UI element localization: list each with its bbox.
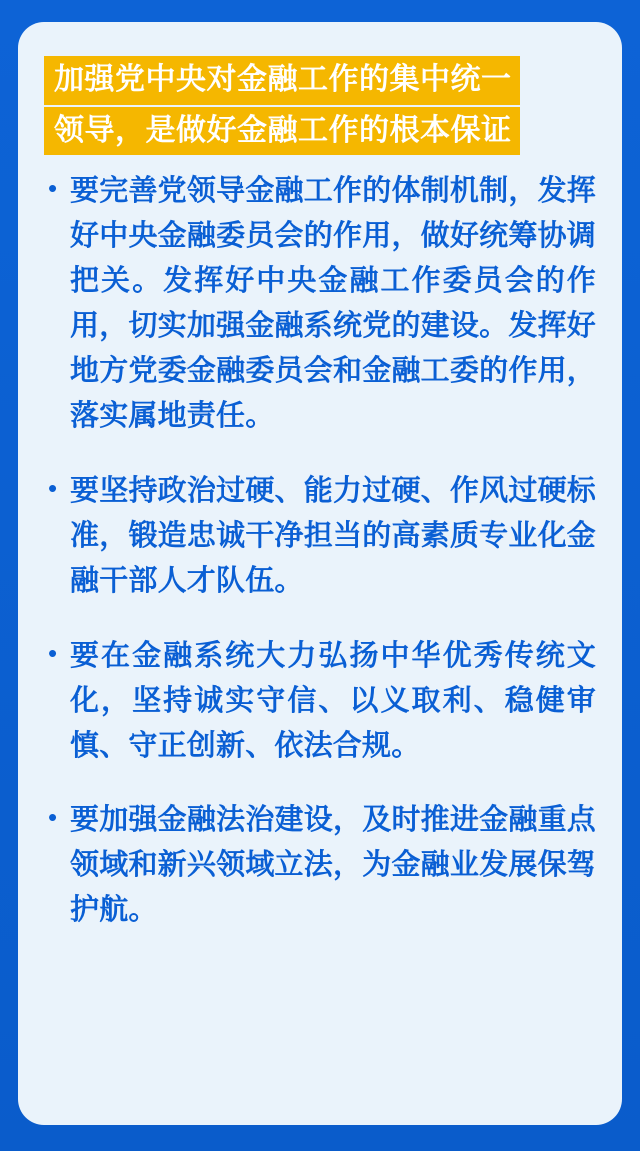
list-item <box>44 169 596 439</box>
content-card <box>18 22 622 1125</box>
list-item <box>44 469 596 604</box>
list-item-text: 要在金融系统大力弘扬中华优秀传统文化，坚持诚实守信、以义取利、稳健审慎、守正创新、依法合规。 <box>70 639 596 762</box>
bullet-dot-icon: • <box>48 472 58 503</box>
list-item <box>44 798 596 933</box>
bullet-list <box>44 169 596 933</box>
title-line-2: 领导，是做好金融工作的根本保证 <box>44 107 520 156</box>
page-title <box>44 56 596 155</box>
bullet-dot-icon: • <box>48 637 58 668</box>
list-item-text: 要加强金融法治建设，及时推进金融重点领域和新兴领域立法，为金融业发展保驾护航。 <box>70 804 596 927</box>
list-item-text: 要坚持政治过硬、能力过硬、作风过硬标准，锻造忠诚干净担当的高素质专业化金融干部人才队伍。 <box>70 474 596 597</box>
list-item-text: 要完善党领导金融工作的体制机制，发挥好中央金融委员会的作用，做好统筹协调把关。发挥好中央金融工作委员会的作用，切实加强金融系统党的建设。发挥好地方党委金融委员会和金融工委的作用，落实属地责任。 <box>70 175 596 432</box>
list-item <box>44 634 596 769</box>
title-line-1: 加强党中央对金融工作的集中统一 <box>44 56 520 105</box>
bullet-dot-icon: • <box>48 802 58 833</box>
bullet-dot-icon: • <box>48 173 58 204</box>
